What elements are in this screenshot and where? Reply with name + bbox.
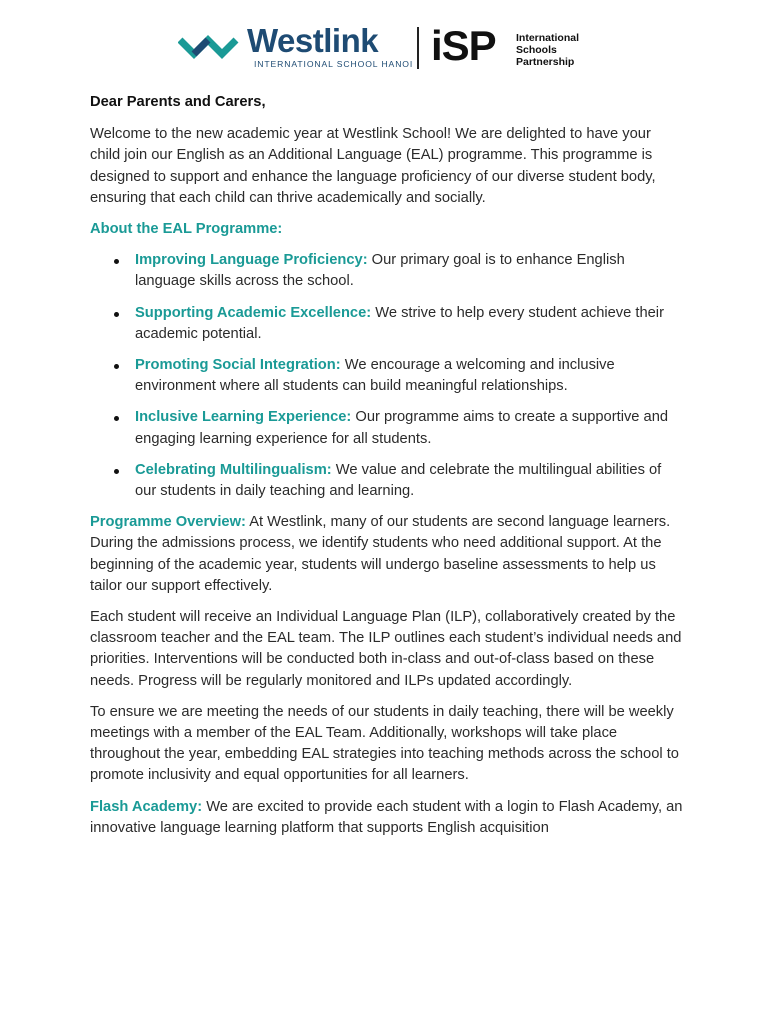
- overview-paragraph: [90, 512, 685, 597]
- bullet-title: Promoting Social Integration:: [135, 357, 341, 374]
- isp-line: Partnership: [516, 56, 575, 68]
- flash-academy-text: We are excited to provide each student with a login to Flash Academy, an innovative language learning platform that supports English acquisition: [90, 798, 683, 836]
- list-item: [135, 355, 685, 397]
- list-item: [135, 460, 685, 502]
- logo-divider: [417, 27, 419, 69]
- goals-list: [90, 250, 685, 502]
- bullet-title: Improving Language Proficiency:: [135, 252, 368, 269]
- list-item: [135, 303, 685, 345]
- bullet-title: Inclusive Learning Experience:: [135, 409, 352, 426]
- bullet-title: Supporting Academic Excellence:: [135, 304, 372, 321]
- bullet-text: We value and celebrate the multilingual abilities of our students in daily teaching and learning.: [135, 461, 662, 500]
- bullet-text: Our primary goal is to enhance English language skills across the school.: [135, 252, 625, 290]
- isp-logo-text: [516, 32, 579, 68]
- westlink-logo-icon: [178, 30, 240, 66]
- flash-academy-label: Flash Academy:: [90, 798, 203, 815]
- westlink-subtitle: INTERNATIONAL SCHOOL HANOI: [254, 59, 414, 69]
- list-item: [135, 407, 685, 449]
- isp-line: International: [516, 32, 580, 44]
- list-item: [135, 250, 685, 292]
- bullet-title: Celebrating Multilingualism:: [135, 461, 332, 478]
- letter-body: [90, 92, 685, 849]
- isp-logo-mark: iSP: [431, 22, 496, 69]
- bullet-text: Our programme aims to create a supportive and engaging learning experience for all students.: [135, 409, 669, 447]
- about-heading: About the EAL Programme:: [90, 221, 283, 238]
- overview-text: At Westlink, many of our students are second language learners. During the admissions process, we identify students who need additional support. At the beginning of the academic year, students will undergo baseline assessments to help us tailor our support effectively.: [90, 514, 671, 594]
- isp-line: Schools: [516, 44, 557, 56]
- ilp-paragraph: Each student will receive an Individual Language Plan (ILP), collaboratively created by the classroom teacher and the EAL team. The ILP outlines each student’s individual needs and priorities. Interventions will be conducted both in-class and out-of-class based on these needs. Progress will be regularly monitored and ILPs updated accordingly.: [90, 609, 682, 689]
- bullet-text: We strive to help every student achieve their academic potential.: [135, 304, 664, 342]
- salutation: Dear Parents and Carers,: [90, 94, 266, 110]
- intro-paragraph: Welcome to the new academic year at Westlink School! We are delighted to have your child join our English as an Additional Language (EAL) programme. This programme is designed to support and enhance the language proficiency of our diverse student body, ensuring that each child can thrive academically and socially.: [90, 126, 656, 206]
- meetings-paragraph: To ensure we are meeting the needs of our students in daily teaching, there will be weekly meetings with a member of the EAL Team. Additionally, workshops will take place throughout the year, embedding EAL strategies into teaching methods across the school to promote inclusivity and equal opportunities for all learners.: [90, 703, 679, 784]
- flash-academy-paragraph: [90, 797, 685, 839]
- letterhead: [0, 22, 768, 74]
- overview-label: Programme Overview:: [90, 514, 246, 531]
- bullet-text: We encourage a welcoming and inclusive environment where all students can build meaningful relationships.: [135, 357, 615, 395]
- westlink-name: Westlink: [247, 22, 379, 59]
